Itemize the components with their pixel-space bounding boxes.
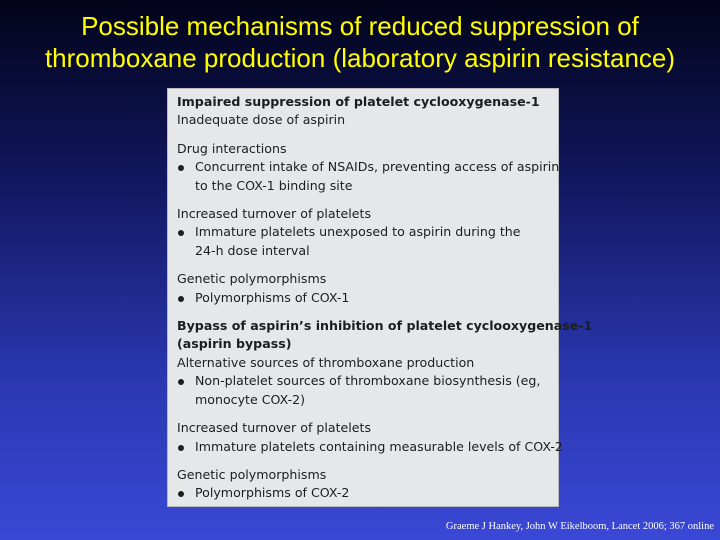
- bullet-icon: [177, 484, 195, 502]
- section-heading-aspirin-bypass: Bypass of aspirin’s inhibition of platelet cyclooxygenase-1: [177, 318, 593, 334]
- subheading-alternative-sources: Alternative sources of thromboxane production: [177, 354, 475, 370]
- list-item: [177, 223, 550, 260]
- subheading-turnover: Increased turnover of platelets: [177, 206, 372, 222]
- list-item: [177, 289, 550, 307]
- mechanisms-table: [167, 88, 593, 507]
- list-item: [177, 484, 550, 502]
- section-heading-impaired-suppression: Impaired suppression of platelet cyclooxygenase-1: [177, 94, 540, 109]
- list-item: [177, 158, 560, 195]
- bullet-icon: [177, 223, 195, 260]
- citation: Graeme J Hankey, John W Eikelboom, Lancet 2006; 367 online: [445, 521, 714, 532]
- subheading-turnover: Increased turnover of platelets: [177, 420, 372, 436]
- list-item: [177, 438, 563, 456]
- list-item-text: Polymorphisms of COX-2: [195, 485, 350, 501]
- item-inadequate-dose: Inadequate dose of aspirin: [177, 112, 346, 128]
- list-item: [177, 372, 550, 409]
- bullet-icon: [177, 158, 195, 195]
- title-line-1: Possible mechanisms of reduced suppression of: [81, 11, 639, 41]
- bullet-icon: [177, 438, 195, 456]
- list-item-text: Polymorphisms of COX-1: [195, 289, 350, 305]
- list-item-text: Non-platelet sources of thromboxane biosynthesis (eg,: [195, 373, 541, 389]
- list-item-text: Immature platelets unexposed to aspirin during the: [195, 224, 521, 240]
- list-item-text: 24-h dose interval: [195, 242, 310, 258]
- list-item-text: to the COX-1 binding site: [195, 177, 353, 193]
- subheading-drug-interactions: Drug interactions: [177, 140, 287, 156]
- bullet-icon: [177, 289, 195, 307]
- section-heading-aspirin-bypass-cont: (aspirin bypass): [177, 336, 292, 352]
- bullet-icon: [177, 372, 195, 409]
- list-item-text: Concurrent intake of NSAIDs, preventing access of aspirin: [195, 159, 560, 175]
- list-item-text: Immature platelets containing measurable levels of COX-2: [195, 438, 563, 454]
- slide-title: [0, 10, 720, 74]
- subheading-genetic: Genetic polymorphisms: [177, 466, 327, 482]
- title-line-2: thromboxane production (laboratory aspirin resistance): [44, 43, 676, 73]
- subheading-genetic: Genetic polymorphisms: [177, 271, 327, 287]
- list-item-text: monocyte COX-2): [195, 391, 306, 407]
